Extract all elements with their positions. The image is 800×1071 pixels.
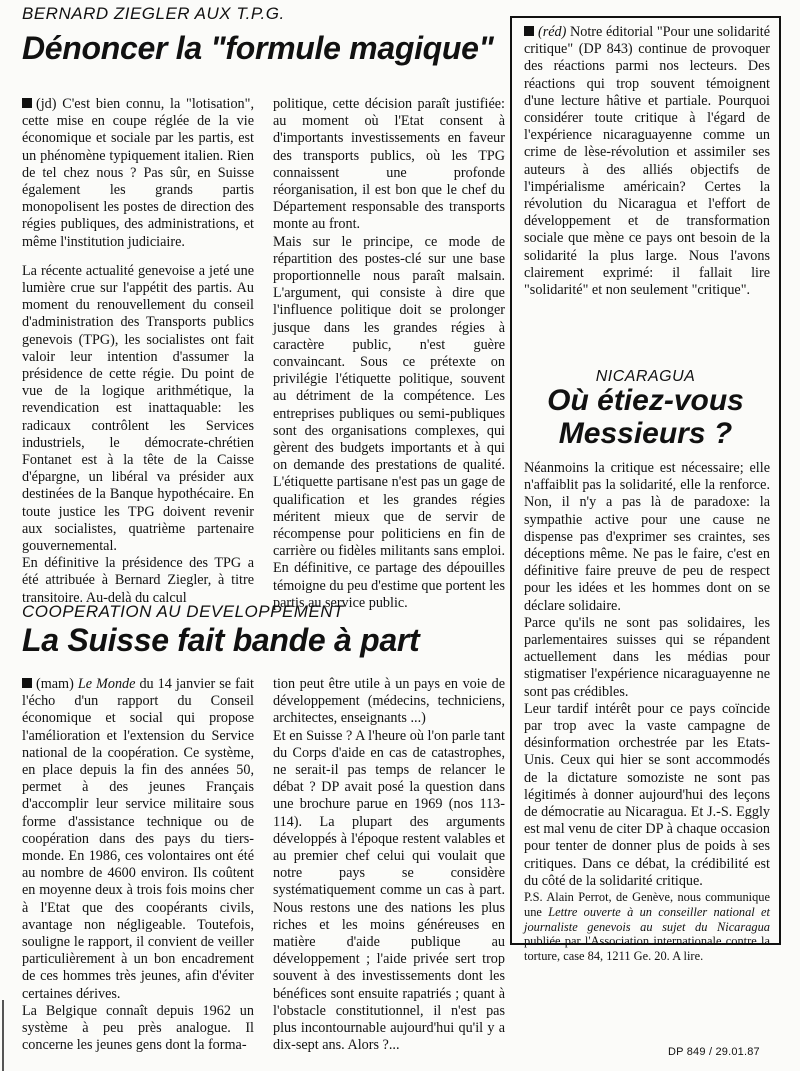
- postscript-text: P.S. Alain Perrot, de Genève, nous communique une: [524, 890, 770, 919]
- page-edge-divider: [2, 1000, 4, 1071]
- sidebar-paragraph: Néanmoins la critique est nécessaire; elle n'affaiblit pas la solidarité, elle la renforce. Non, il n'y a pas là de paradoxe: la sympathie active pour une cause ne dispense pas d'exprimer ses craintes, ses déceptions même. Ne pas le faire, c'est en définitive faire preuve de peu de respect pour les idées et les hommes dont on se déclare solidaire.: [524, 460, 770, 614]
- article1-paragraph: La récente actualité genevoise a jeté une lumière crue sur l'appétit des partis. Au moment du renouvellement du conseil d'administration des Transports publics genevois (TPG), les socialistes ont fait valoir leur intention d'assumer la présidence de cette régie. Du point de vue de la logique arithmétique, la revendication est inattaquable: les radicaux contrôlent les Services industriels, le démocrate-chrétien Fontanet est à la tête de la Caisse d'épargne, un libéral va présider aux destinées de la Banque hypothécaire. En toute justice les TPG doivent revenir aux socialistes, quatrième partenaire gouvernemental.: [22, 262, 254, 555]
- sidebar-title-line: Où étiez-vous: [547, 384, 744, 417]
- article2-column-2: [273, 676, 505, 1054]
- sidebar-paragraph: Parce qu'ils ne sont pas solidaires, les parlementaires suisses qui se répandent actuellement dans les médias pour stigmatiser l'expérience nicaraguayenne ne sont pas crédibles.: [524, 614, 770, 700]
- article1-kicker: BERNARD ZIEGLER AUX T.P.G.: [22, 4, 285, 23]
- article2-paragraph: La Belgique connaît depuis 1962 un système à peu près analogue. Il concerne les jeunes gens dont la forma-: [22, 1002, 254, 1054]
- sidebar-box: [510, 16, 781, 964]
- article1-paragraph: En définitive la présidence des TPG a été attribuée à Bernard Ziegler, à titre transitoire. Au-delà du calcul: [22, 555, 254, 606]
- sidebar-intro-text: Notre éditorial "Pour une solidarité critique" (DP 843) continue de provoquer des réactions parmi nos lecteurs. Des réactions qui trop souvent témoignent d'une lecture hâtive et partiale. Pourquoi considérer toute critique à l'égard de l'expérience nicaraguayenne comme un crime de lèse-révolution et assimiler ses auteurs à des alliés objectifs de l'impérialisme américain? Certes la révolution du Nicaragua et l'effort de développement et de transformation sociale que mène ce pays ont besoin de la solidarité la plus large. Nous l'avons clairement exprimé: il fallait lire "solidarité" et non seulement "critique".: [524, 24, 770, 299]
- sidebar-title: [512, 384, 779, 450]
- sidebar-author: (réd): [538, 24, 567, 40]
- article1-column-1: [22, 96, 254, 607]
- article2-headline: La Suisse fait bande à part: [22, 622, 420, 658]
- postscript-letter-title: Lettre ouverte à un conseiller national et journaliste genevois au sujet du Nicaragua: [524, 904, 770, 934]
- article2-paragraph: tion peut être utile à un pays en voie de développement (médecins, techniciens, architectes, enseignants ...): [273, 676, 505, 727]
- sidebar-title-line: Messieurs ?: [558, 417, 733, 450]
- article1-paragraph: politique, cette décision paraît justifiée: au moment où l'Etat consent à d'importants investissements en faveur des transports publics, où les TPG connaissent une profonde réorganisation, il est bon que le chef du Département responsable des transports monte au front.: [273, 96, 505, 233]
- sidebar-body: [524, 460, 770, 964]
- article2-source: Le Monde: [77, 676, 136, 692]
- article1-column-2: [273, 96, 505, 612]
- sidebar-kicker: NICARAGUA: [595, 368, 696, 385]
- article2-kicker: COOPERATION AU DEVELOPPEMENT: [22, 602, 344, 621]
- article1-headline: Dénoncer la "formule magique": [22, 30, 494, 66]
- sidebar-intro-paragraph: [524, 24, 770, 299]
- bullet-square-icon: [22, 98, 32, 108]
- article1-paragraph: Mais sur le principe, ce mode de répartition des postes-clé sur une base proportionnelle nous paraît malsain. L'argument, qui consiste à dire que l'influence politique doit se prolonger jusque dans les grandes régies à caractère public, n'est guère convaincant. Sous ce prétexte on privilégie l'étiquette politique, souvent au détriment de la compétence. Les entreprises publiques ou semi-publiques sont des organisations complexes, qui gèrent des budgets importants et à qui on demande des prestations de qualité. L'étiquette partisane n'est pas un gage de qualification et les grandes régies méritent mieux que de servir de récompense pour politiciens en fin de carrière ou fidèles militants sans emploi. En définitive, ce partage des dépouilles témoigne du peu d'estime que portent les partis au service public.: [273, 233, 505, 611]
- article2-author: (mam): [36, 676, 74, 692]
- article2-paragraph: Et en Suisse ? A l'heure où l'on parle tant du Corps d'aide en cas de catastrophes, ne serait-il pas temps de relancer le débat ? DP avait posé la question dans une brochure parue en 1969 (nos 113-114). La plupart des arguments développés à l'époque restent valables et au premier chef celui qui voulait que notre pays se considère systématiquement comme un cas à part. Nous restons une des nations les plus riches et les moins généreuses en matière d'aide publique au développement ; l'aide privée sert trop souvent à des investissements dont les bénéfices sont ensuite rapatriés ; quant à l'obstacle constitutionnel, il n'est pas plus incontournable aujourd'hui qu'il y a dix-sept ans. Alors ?...: [273, 727, 505, 1054]
- article1-paragraph: [22, 96, 254, 251]
- article2-column-1: [22, 676, 254, 1054]
- article2-paragraph-text: du 14 janvier se fait l'écho d'un rapport du Conseil économique et social qui propose l'amélioration et l'extension du Service national de la coopération. Ce système, en place depuis la fin des années 50, permet à des jeunes Français d'accomplir leur service militaire sous forme d'assistance technique ou de coopération dans des pays du tiers-monde. En 1986, ces volontaires ont été au nombre de 4600 environ. Ils coûtent en moyenne deux à trois fois moins cher à l'Etat que des coopérants civils, avantage non négligeable. Toutefois, souligne le rapport, il convient de veiller particulièrement à un bon encadrement de ces hommes très jeunes, afin d'éviter certaines dérives.: [22, 676, 254, 1002]
- bullet-square-icon: [524, 26, 534, 36]
- sidebar-intro: [524, 24, 770, 299]
- article1-paragraph-text: (jd) C'est bien connu, la "lotisation", cette mise en coupe réglée de la vie économique et sociale par les partis, est un phénomène typiquement italien. Rien de tel chez nous ? Pas sûr, en Suisse également les grands partis monopolisent les postes de direction des régies publiques, des administrations, et même l'institution judiciaire.: [22, 96, 254, 250]
- sidebar-postscript: [524, 890, 770, 964]
- postscript-text: publiée par l'Association internationale contre la torture, case 84, 1211 Ge. 20. A lire.: [524, 934, 770, 964]
- bullet-square-icon: [22, 678, 32, 688]
- sidebar-paragraph: Leur tardif intérêt pour ce pays coïncide par trop avec la vaste campagne de désinformation orchestrée par les Etats-Unis. Ceux qui hier se sont accommodés de la dictature somoziste ne sont pas légitimés à donner aujourd'hui des leçons de démocratie au Nicaragua. Et J.-S. Eggly est mal venu de citer DP à chaque occasion pour tenter de donner plus de poids à ses critiques. Dans ce débat, la crédibilité est du côté de la solidarité critique.: [524, 700, 770, 889]
- article2-paragraph: [22, 676, 254, 1003]
- issue-footer: DP 849 / 29.01.87: [668, 1046, 760, 1058]
